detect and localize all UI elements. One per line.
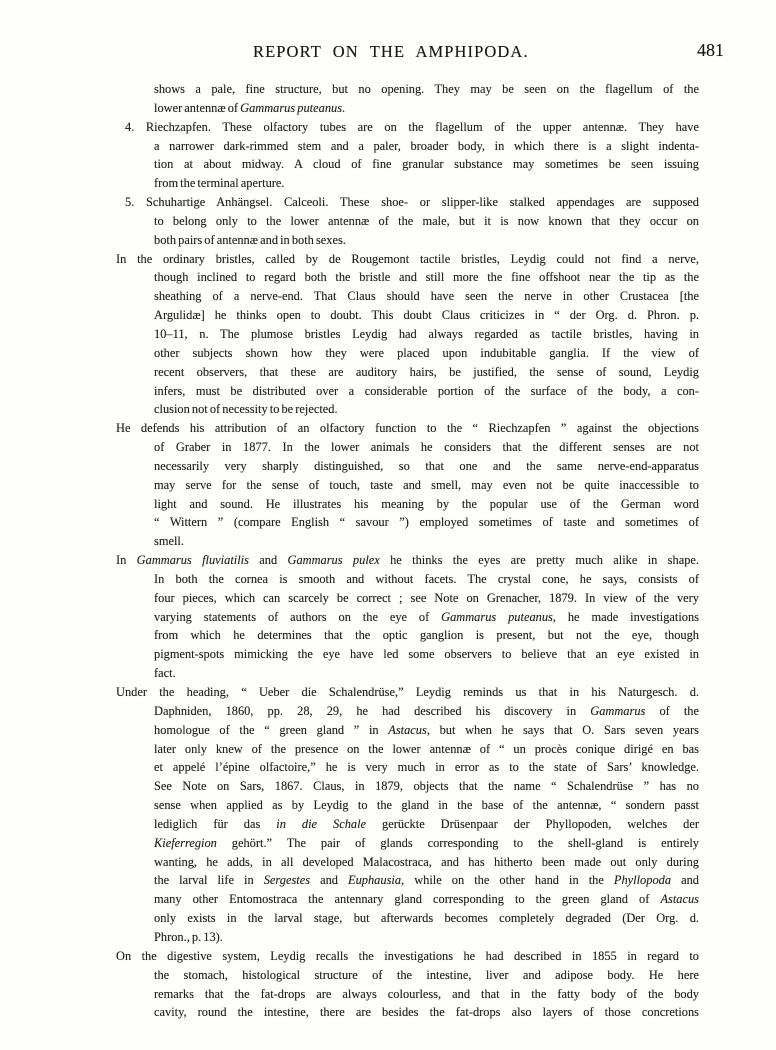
text-segment: 5. Schuhartige Anhängsel. Calceoli. These shoe- or slipper-like stalked appendages are supposed (125, 195, 699, 210)
text-line (116, 966, 699, 985)
text-segment: varying statements of authors on the eye of (154, 609, 442, 624)
text-segment: other subjects shown how they were placed upon indubitable ganglia. If the view of (154, 345, 699, 360)
text-segment: fact. (154, 666, 176, 681)
text-body (116, 80, 699, 1022)
text-segment: cavity, round the intestine, there are besides the fat-drops also layers of those concretions (154, 1005, 699, 1020)
text-segment: later only knew of the presence on the lower antennæ of “ un procès conique dirigé en bas (154, 741, 699, 756)
text-line (116, 1003, 699, 1022)
text-segment: wanting, he adds, in all developed Malacostraca, and has hitherto been made out only during (154, 854, 699, 869)
text-line (116, 513, 699, 532)
italic-text-segment: Phyllopoda (613, 873, 672, 888)
text-segment: from the terminal aperture. (154, 176, 285, 191)
italic-text-segment: Kieferregion (154, 835, 217, 850)
italic-text-segment: Gammarus puteanus (441, 609, 553, 624)
paragraph-item-4-riechzapfen (116, 118, 699, 193)
text-segment: to belong only to the lower antennæ of the male, but it is now known that they occur on (154, 213, 699, 228)
italic-text-segment: in die Schale (276, 816, 367, 831)
text-segment: Daphniden, 1860, pp. 28, 29, he had described his discovery in (154, 703, 591, 718)
text-segment: clusion not of necessity to be rejected. (154, 402, 338, 417)
text-line (116, 928, 699, 947)
text-segment: gerückte Drüsenpaar der Phyllopoden, welches der (366, 816, 699, 831)
text-segment: many other Entomostraca the antennary gland corresponding to the green gland of (154, 892, 661, 907)
paragraph-flagellum-continuation (116, 80, 699, 118)
text-line (116, 137, 699, 156)
text-segment: shows a pale, fine structure, but no opening. They may be seen on the flagellum of the (154, 82, 699, 96)
text-line (116, 702, 699, 721)
text-line (116, 476, 699, 495)
text-line (116, 344, 699, 363)
text-line (116, 382, 699, 401)
text-line (116, 118, 699, 137)
text-line (116, 268, 699, 287)
text-line (116, 853, 699, 872)
paragraph-ordinary-bristles (116, 250, 699, 420)
text-segment: lediglich für das (154, 816, 277, 831)
text-line (116, 363, 699, 382)
text-segment: recent observers, that these are auditory hairs, be justified, the sense of sound, Leydig (154, 364, 699, 379)
text-segment: only exists in the larval stage, but afterwards becomes completely degraded (Der Org. d. (154, 911, 699, 926)
text-segment: necessarily very sharply distinguished, so that one and the same nerve-end-apparatus (154, 458, 699, 473)
text-segment: Under the heading, “ Ueber die Schalendrüse,” Leydig reminds us that in his Naturgesch. d. (116, 685, 699, 699)
text-line (116, 193, 699, 212)
text-line (116, 306, 699, 325)
text-segment: of the (645, 703, 699, 718)
running-head-title: REPORT ON THE AMPHIPODA. (253, 42, 529, 61)
text-segment: from which he determines that the optic ganglion is present, but not the eye, though (154, 628, 699, 643)
text-segment: the stomach, histological structure of the intestine, liver and adipose body. He here (154, 967, 699, 982)
text-line (116, 683, 699, 702)
text-segment: infers, must be distributed over a considerable portion of the surface of the body, a con- (154, 383, 699, 398)
text-segment: sense when applied as by Leydig to the gland in the base of the antennæ, “ sondern passt (154, 798, 699, 813)
text-line (116, 645, 699, 664)
italic-text-segment: Gammarus pulex (287, 553, 380, 568)
text-line (116, 834, 699, 853)
text-line (116, 174, 699, 193)
text-segment: a narrower dark-rimmed stem and a paler, broader body, in which there is a slight indenta- (154, 138, 699, 153)
italic-text-segment: Gammarus (590, 703, 646, 718)
text-segment: Phron., p. 13). (154, 929, 223, 944)
page-number: 481 (697, 40, 724, 60)
text-line (116, 947, 699, 966)
text-line (116, 777, 699, 796)
text-line (116, 212, 699, 231)
text-segment: et appelé l’épine olfactoire,” he is very much in error as to the state of Sars’ knowledge. (154, 760, 699, 775)
text-line (116, 419, 699, 438)
text-segment: tion at about midway. A cloud of fine granular substance may sometimes be seen issuing (154, 157, 699, 172)
text-line (116, 909, 699, 928)
text-line (116, 758, 699, 777)
paragraph-eyes (116, 551, 699, 683)
text-line (116, 570, 699, 589)
text-segment: In the ordinary bristles, called by de Rougemont tactile bristles, Leydig could not find a nerve, (116, 251, 699, 266)
text-line (116, 457, 699, 476)
text-segment: though inclined to regard both the bristle and still more the fine offshoot near the tip as the (154, 270, 699, 285)
text-segment: 10–11, n. The plumose bristles Leydig had always regarded as tactile bristles, having in (154, 326, 699, 341)
text-segment: four pieces, which can scarcely be correct ; see Note on Grenacher, 1879. In view of the very (154, 590, 699, 605)
paragraph-item-5-calceoli (116, 193, 699, 250)
text-line (116, 815, 699, 834)
text-segment: , he made investigations (552, 609, 699, 624)
text-segment: 4. Riechzapfen. These olfactory tubes are on the flagellum of the upper antennæ. They have (125, 119, 699, 134)
text-line (116, 740, 699, 759)
text-line (116, 664, 699, 683)
text-line (116, 287, 699, 306)
text-line (116, 495, 699, 514)
text-line (116, 985, 699, 1004)
text-line (116, 438, 699, 457)
text-line (116, 99, 699, 118)
text-segment: smell. (154, 534, 184, 549)
text-line (116, 608, 699, 627)
italic-text-segment: Gammarus fluviatilis (136, 553, 249, 568)
text-line (116, 890, 699, 909)
text-segment: of Graber in 1877. In the lower animals he considers that the different senses are not (154, 440, 699, 455)
text-segment: , but when he says that O. Sars seven years (426, 722, 699, 737)
text-line (116, 250, 699, 269)
italic-text-segment: Astacus (388, 722, 427, 737)
text-line (116, 532, 699, 551)
text-segment: “ Wittern ” (compare English “ savour ”) employed sometimes of taste and sometimes of (154, 515, 699, 530)
text-segment: he thinks the eyes are pretty much alike in shape. (379, 553, 699, 568)
text-segment: Argulidæ] he thinks open to doubt. This doubt Claus criticizes in “ der Org. d. Phron. p. (154, 308, 699, 323)
text-segment: light and sound. He illustrates his meaning by the popular use of the German word (154, 496, 699, 511)
text-segment: In both the cornea is smooth and without facets. The crystal cone, he says, consists of (154, 571, 699, 586)
paragraph-digestive-system (116, 947, 699, 1022)
text-line (116, 589, 699, 608)
text-line (116, 80, 699, 99)
italic-text-segment: Gammarus puteanus (240, 100, 343, 115)
text-line (116, 231, 699, 250)
text-segment: , while on the other hand in the (401, 873, 614, 888)
text-segment: See Note on Sars, 1867. Claus, in 1879, objects that the name “ Schalendrüse ” has no (154, 779, 699, 794)
text-segment: On the digestive system, Leydig recalls the investigations he had described in 1855 in regard to (116, 948, 699, 963)
text-segment: may serve for the sense of touch, taste and smell, may even not be quite inaccessible to (154, 477, 699, 492)
italic-text-segment: Astacus (660, 892, 699, 907)
text-line (116, 400, 699, 419)
text-line (116, 325, 699, 344)
text-segment: remarks that the fat-drops are always colourless, and that in the fatty body of the body (154, 986, 699, 1001)
text-segment: . (342, 100, 346, 115)
text-line (116, 796, 699, 815)
text-segment: sheathing of a nerve-end. That Claus should have seen the nerve in other Crustacea [the (154, 289, 699, 304)
text-segment: and (310, 873, 349, 888)
text-segment: homologue of the “ green gland ” in (154, 722, 389, 737)
italic-text-segment: Sergestes (263, 873, 311, 888)
text-segment: pigment-spots mimicking the eye have led some observers to believe that an eye existed in (154, 647, 699, 662)
text-line (116, 871, 699, 890)
text-line (116, 721, 699, 740)
paragraph-schalendruse (116, 683, 699, 947)
text-segment: He defends his attribution of an olfactory function to the “ Riechzapfen ” against the objections (116, 421, 699, 436)
text-line (116, 551, 699, 570)
text-segment: and (248, 553, 288, 568)
text-line (116, 626, 699, 645)
paragraph-olfactory-function (116, 419, 699, 551)
text-segment: In (116, 553, 137, 568)
italic-text-segment: Euphausia (348, 873, 402, 888)
text-segment: and (671, 873, 699, 888)
text-segment: both pairs of antennæ and in both sexes. (154, 232, 346, 247)
text-segment: the larval life in (154, 873, 264, 888)
text-segment: gehört.” The pair of glands corresponding to the shell-gland is entirely (216, 835, 699, 850)
text-line (116, 155, 699, 174)
text-segment: lower antennæ of (154, 100, 241, 115)
